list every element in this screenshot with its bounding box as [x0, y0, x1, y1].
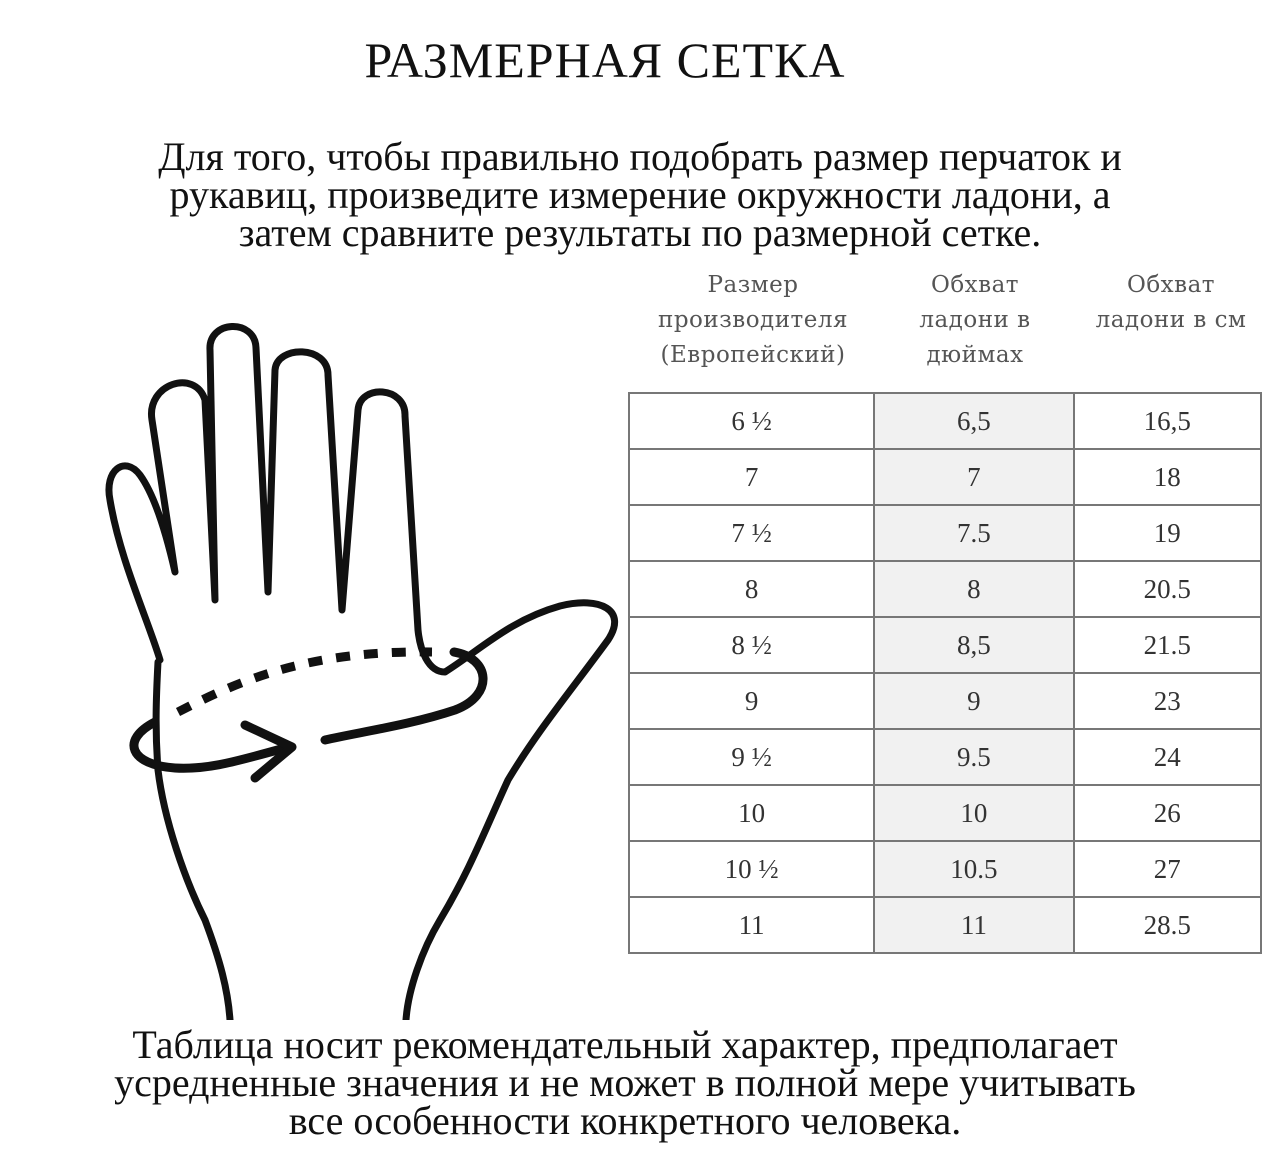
header-size — [608, 268, 898, 373]
inches-cell: 9.5 — [874, 729, 1073, 785]
header-inches — [875, 268, 1075, 373]
table-row — [629, 505, 1261, 561]
header-cm — [1076, 268, 1266, 338]
inches-cell: 11 — [874, 897, 1073, 953]
note-line: все особенности конкретного человека. — [288, 1098, 962, 1143]
intro-line: рукавиц, произведите измерение окружности ладони, а — [169, 172, 1111, 217]
cm-cell: 20.5 — [1074, 561, 1261, 617]
table-row — [629, 561, 1261, 617]
cm-cell: 26 — [1074, 785, 1261, 841]
table-row — [629, 841, 1261, 897]
header-line: ладони в — [919, 307, 1031, 333]
note-line: Таблица носит рекомендательный характер, предполагает — [132, 1022, 1118, 1067]
size-cell: 9 ½ — [629, 729, 874, 785]
table-row — [629, 393, 1261, 449]
inches-cell: 7 — [874, 449, 1073, 505]
cm-cell: 18 — [1074, 449, 1261, 505]
size-cell: 7 — [629, 449, 874, 505]
inches-cell: 7.5 — [874, 505, 1073, 561]
header-line: Обхват — [930, 272, 1020, 298]
inches-cell: 10 — [874, 785, 1073, 841]
table-row — [629, 897, 1261, 953]
header-line: ладони в см — [1095, 307, 1247, 333]
table-row — [629, 617, 1261, 673]
cm-cell: 19 — [1074, 505, 1261, 561]
cm-cell: 27 — [1074, 841, 1261, 897]
cm-cell: 24 — [1074, 729, 1261, 785]
cm-cell: 23 — [1074, 673, 1261, 729]
cm-cell: 28.5 — [1074, 897, 1261, 953]
inches-cell: 8,5 — [874, 617, 1073, 673]
size-cell: 8 ½ — [629, 617, 874, 673]
table-row — [629, 673, 1261, 729]
hand-measure-icon — [60, 300, 640, 1020]
intro-text — [20, 134, 1260, 255]
inches-cell: 8 — [874, 561, 1073, 617]
size-cell: 10 ½ — [629, 841, 874, 897]
size-table — [628, 392, 1262, 954]
table-row — [629, 729, 1261, 785]
table-row — [629, 449, 1261, 505]
header-line: дюймах — [926, 342, 1024, 368]
size-cell: 8 — [629, 561, 874, 617]
disclaimer-text — [0, 1022, 1250, 1143]
inches-cell: 10.5 — [874, 841, 1073, 897]
cm-cell: 16,5 — [1074, 393, 1261, 449]
inches-cell: 6,5 — [874, 393, 1073, 449]
size-cell: 6 ½ — [629, 393, 874, 449]
intro-line: Для того, чтобы правильно подобрать размер перчаток и — [158, 134, 1122, 179]
size-cell: 9 — [629, 673, 874, 729]
inches-cell: 9 — [874, 673, 1073, 729]
size-cell: 11 — [629, 897, 874, 953]
table-row — [629, 785, 1261, 841]
intro-line: затем сравните результаты по размерной сетке. — [238, 210, 1042, 255]
size-cell: 7 ½ — [629, 505, 874, 561]
table-header — [628, 268, 1262, 384]
note-line: усредненные значения и не может в полной мере учитывать — [114, 1060, 1136, 1105]
header-line: (Европейский) — [660, 342, 846, 368]
size-cell: 10 — [629, 785, 874, 841]
header-line: Обхват — [1126, 272, 1216, 298]
header-line: производителя — [657, 307, 849, 333]
header-line: Размер — [707, 272, 799, 298]
cm-cell: 21.5 — [1074, 617, 1261, 673]
page-title: РАЗМЕРНАЯ СЕТКА — [364, 32, 846, 88]
